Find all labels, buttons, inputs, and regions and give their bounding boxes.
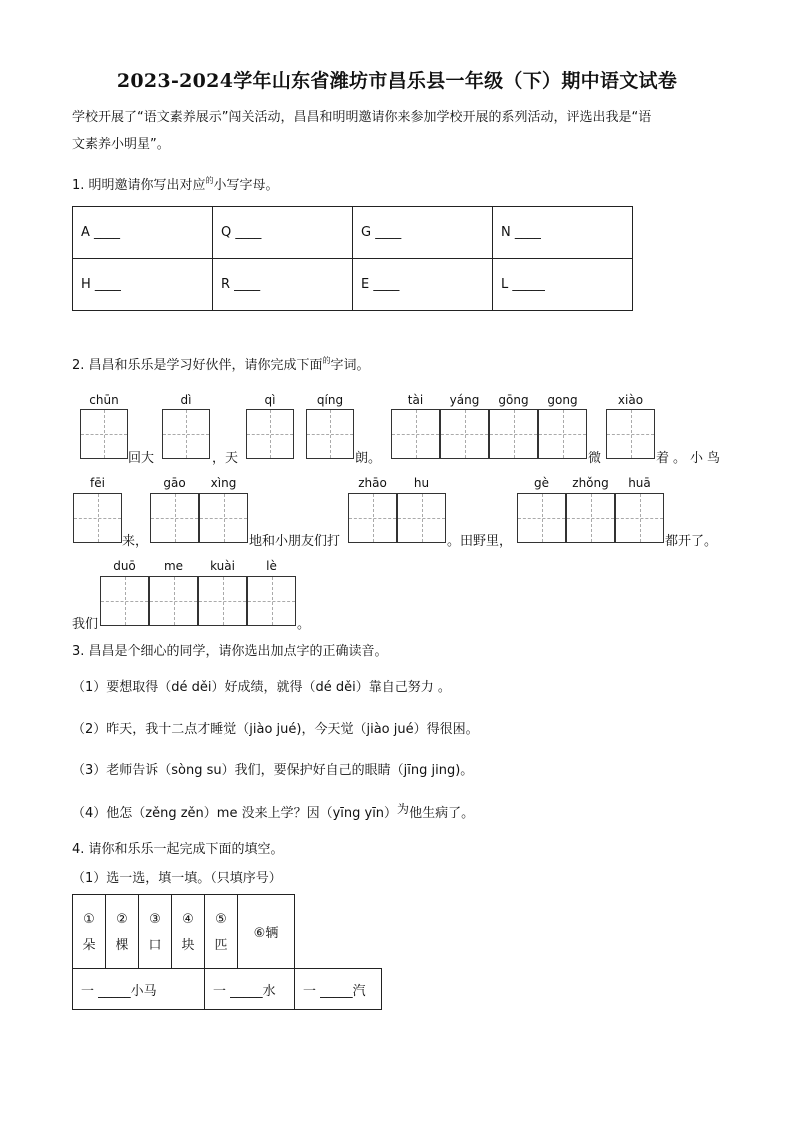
char-box[interactable] bbox=[517, 493, 566, 543]
q3-item-4-part-b: 他生病了。 bbox=[409, 806, 475, 821]
q1-letter-table bbox=[72, 206, 633, 311]
intro-line-2: 文素养小明星”。 bbox=[72, 137, 170, 152]
fill-cell[interactable]: 一 _____水 bbox=[205, 969, 295, 1010]
pinyin-hua: huā bbox=[628, 476, 651, 490]
option-num: ⑤ bbox=[215, 912, 227, 927]
q1-cell[interactable]: R ____ bbox=[213, 259, 353, 311]
q1-title bbox=[72, 176, 279, 197]
option-num: ④ bbox=[182, 912, 194, 927]
option-num: ② bbox=[116, 912, 128, 927]
text-huida: 回大 bbox=[128, 451, 155, 466]
char-box[interactable] bbox=[246, 409, 294, 459]
char-box[interactable] bbox=[247, 576, 296, 626]
q1-cell[interactable]: L _____ bbox=[493, 259, 633, 311]
char-box[interactable] bbox=[440, 409, 489, 459]
pinyin-xiao: xiào bbox=[617, 393, 644, 407]
pinyin-duo: duō bbox=[113, 559, 136, 573]
q4-title: 4. 请你和乐乐一起完成下面的填空。 bbox=[72, 842, 284, 857]
char-box[interactable] bbox=[606, 409, 655, 459]
text-end: 。 bbox=[297, 617, 311, 632]
q1-cell[interactable]: H ____ bbox=[73, 259, 213, 311]
q1-cell[interactable]: Q ____ bbox=[213, 207, 353, 259]
option-cell bbox=[139, 895, 172, 969]
char-box[interactable] bbox=[100, 576, 149, 626]
pinyin-qing: qíng bbox=[316, 393, 344, 407]
q4-sub: （1）选一选，填一填。（只填序号） bbox=[72, 871, 282, 886]
q1-cell[interactable]: G ____ bbox=[353, 207, 493, 259]
pinyin-zhao: zhāo bbox=[358, 476, 387, 490]
char-box[interactable] bbox=[348, 493, 397, 543]
char-box[interactable] bbox=[199, 493, 248, 543]
intro-line-1: 学校开展了“语文素养展示”闯关活动，昌昌和明明邀请你来参加学校开展的系列活动，评选出我是“语 bbox=[72, 110, 652, 125]
option-cell bbox=[73, 895, 106, 969]
q2-suffix: 字词。 bbox=[330, 358, 370, 373]
q3-title: 3. 昌昌是个细心的同学，请你选出加点字的正确读音。 bbox=[72, 644, 388, 659]
q3-item-1: （1）要想取得（dé děi）好成绩，就得（dé děi）靠自己努力 。 bbox=[72, 680, 451, 695]
q1-cell[interactable]: A ____ bbox=[73, 207, 213, 259]
option-char: 口 bbox=[148, 938, 162, 953]
q2-title bbox=[72, 356, 370, 377]
option-char: 匹 bbox=[214, 938, 228, 953]
option-cell bbox=[238, 895, 295, 969]
char-box[interactable] bbox=[566, 493, 615, 543]
table-row bbox=[73, 259, 633, 311]
text-comma-tian: ，天 bbox=[212, 451, 239, 466]
pinyin-gao: gāo bbox=[163, 476, 186, 490]
char-box[interactable] bbox=[150, 493, 199, 543]
page-title: 2023-2024学年山东省潍坊市昌乐县一年级（下）期中语文试卷 bbox=[116, 70, 678, 92]
q1-cell[interactable]: N ____ bbox=[493, 207, 633, 259]
pinyin-chun: chūn bbox=[89, 393, 119, 407]
q3-item-4-wei: 为 bbox=[397, 802, 410, 816]
char-box[interactable] bbox=[149, 576, 198, 626]
q3-item-4-part-a: （4）他怎（zěng zěn）me 没来上学？因（yīng yīn） bbox=[72, 806, 398, 821]
option-char: 棵 bbox=[115, 938, 129, 953]
option-num: ③ bbox=[149, 912, 161, 927]
q1-cell[interactable]: E ____ bbox=[353, 259, 493, 311]
q3-item-3: （3）老师告诉（sòng su）我们，要保护好自己的眼睛（jīng jing)。 bbox=[72, 763, 474, 778]
fill-cell[interactable]: 一 _____小马 bbox=[73, 969, 205, 1010]
pinyin-le: lè bbox=[266, 559, 277, 573]
q1-suffix: 小写字母。 bbox=[213, 178, 279, 193]
q3-item-2: （2）昨天，我十二点才睡觉（jiào jué)，今天觉（jiào jué）得很困。 bbox=[72, 722, 479, 737]
option-cell bbox=[205, 895, 238, 969]
option-char: 朵 bbox=[82, 938, 96, 953]
char-box[interactable] bbox=[615, 493, 664, 543]
pinyin-kuai: kuài bbox=[210, 559, 235, 573]
table-row bbox=[73, 207, 633, 259]
pinyin-gong1: gōng bbox=[498, 393, 529, 407]
option-cell bbox=[172, 895, 205, 969]
char-box[interactable] bbox=[306, 409, 354, 459]
char-box[interactable] bbox=[397, 493, 446, 543]
q1-prefix: 1. 明明邀请你写出对应 bbox=[72, 178, 206, 193]
char-box[interactable] bbox=[80, 409, 128, 459]
q3-item-4 bbox=[72, 803, 474, 824]
pinyin-fei: fēi bbox=[90, 476, 105, 490]
text-lai: 来， bbox=[122, 534, 149, 549]
text-dou: 都开了。 bbox=[665, 534, 718, 549]
pinyin-tai: tài bbox=[407, 393, 424, 407]
text-lang: 朗。 bbox=[355, 451, 382, 466]
table-row bbox=[73, 895, 382, 969]
pinyin-gong2: gong bbox=[547, 393, 578, 407]
char-box[interactable] bbox=[73, 493, 122, 543]
pinyin-zhong: zhǒng bbox=[572, 476, 609, 490]
option-char: 块 bbox=[181, 938, 195, 953]
pinyin-hu: hu bbox=[413, 476, 430, 490]
char-box[interactable] bbox=[198, 576, 247, 626]
pinyin-di: dì bbox=[180, 393, 192, 407]
char-box[interactable] bbox=[162, 409, 210, 459]
pinyin-ge: gè bbox=[534, 476, 549, 490]
q4-table bbox=[72, 894, 382, 1010]
char-box[interactable] bbox=[538, 409, 587, 459]
table-row bbox=[73, 969, 382, 1010]
text-wei: 微 bbox=[588, 451, 602, 466]
pinyin-me: me bbox=[163, 559, 184, 573]
char-box[interactable] bbox=[391, 409, 440, 459]
q2-prefix: 2. 昌昌和乐乐是学习好伙伴，请你完成下面 bbox=[72, 358, 323, 373]
pinyin-qi: qì bbox=[264, 393, 276, 407]
option-num: ⑥辆 bbox=[253, 926, 279, 941]
pinyin-yang: yáng bbox=[449, 393, 480, 407]
q1-de: 的 bbox=[205, 176, 214, 185]
text-di-he: 地和小朋友们打 bbox=[249, 534, 341, 549]
pinyin-xing: xìng bbox=[210, 476, 237, 490]
option-cell bbox=[106, 895, 139, 969]
text-tianyeli: 。田野里， bbox=[447, 534, 513, 549]
fill-cell[interactable]: 一 _____汽 bbox=[295, 969, 382, 1010]
char-box[interactable] bbox=[489, 409, 538, 459]
q2-de: 的 bbox=[322, 356, 331, 365]
option-num: ① bbox=[83, 912, 95, 927]
text-women: 我们 bbox=[72, 617, 99, 632]
text-zhe: 着。小鸟 bbox=[656, 451, 725, 466]
